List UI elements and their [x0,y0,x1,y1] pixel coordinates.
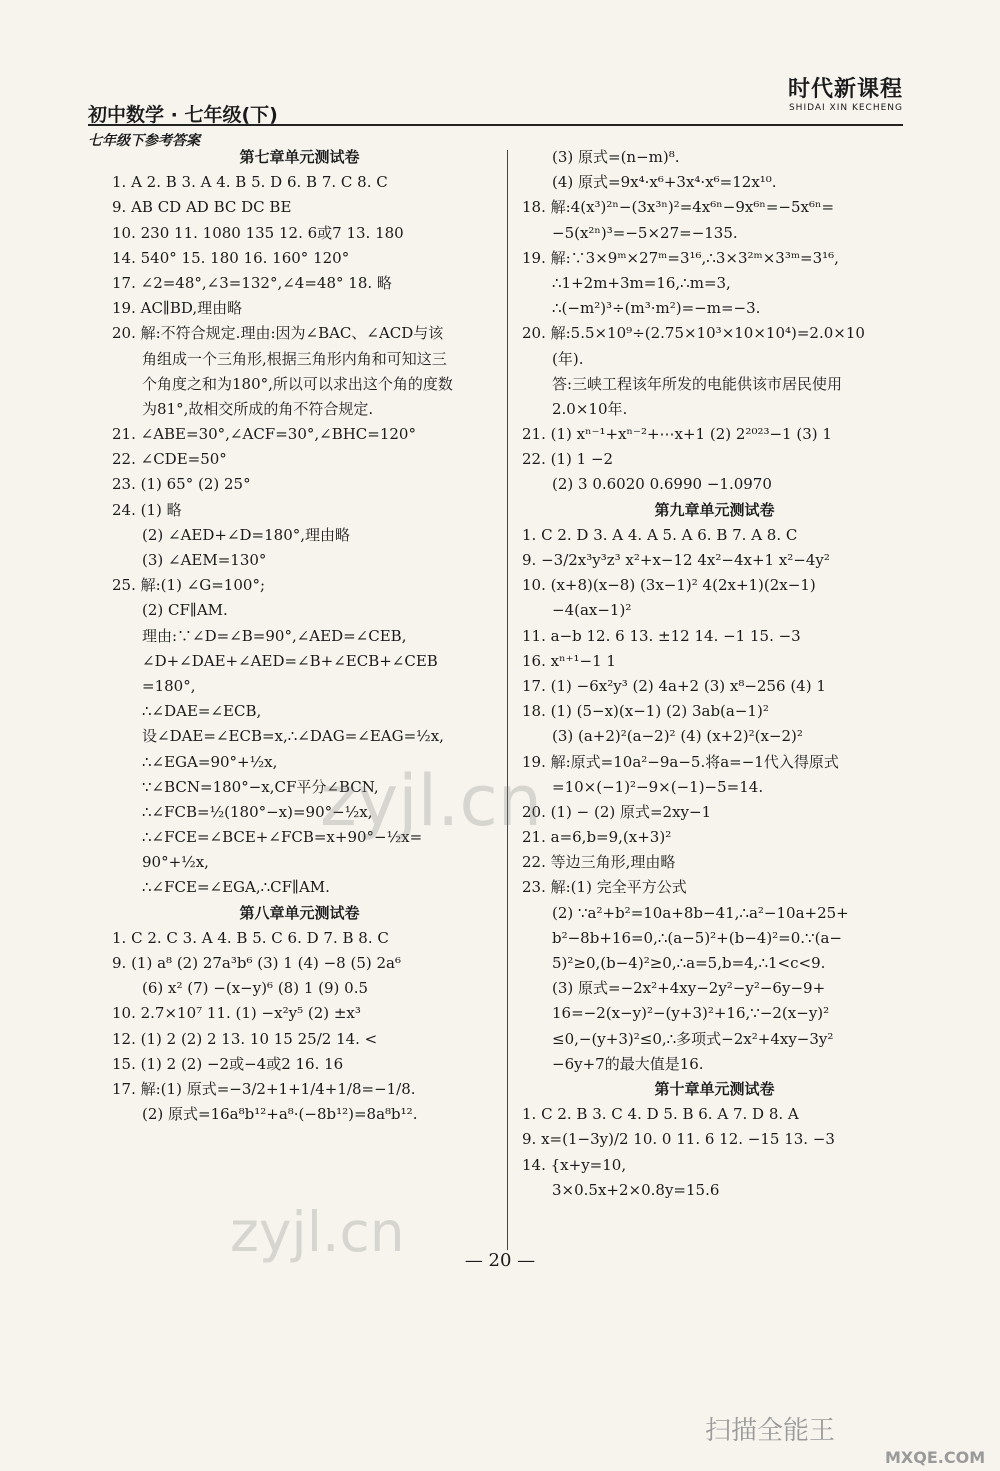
answer-line: 答:三峡工程该年所发的电能供该市居民使用 [552,374,843,393]
page-header [88,72,903,152]
answer-line: ∴(−m²)³÷(m³·m²)=−m=−3. [552,299,761,318]
answer-line: 1. C 2. C 3. A 4. B 5. C 6. D 7. B 8. C [112,928,389,947]
answer-line: 18. (1) (5−x)(x−1) (2) 3ab(a−1)² [522,702,769,721]
answer-line: 19. AC∥BD,理由略 [112,299,243,318]
answer-line: (2) 3 0.6020 0.6990 −1.0970 [552,475,772,494]
answer-line: (2) CF∥AM. [142,601,228,620]
answer-line: ∴∠DAE=∠ECB, [142,702,262,721]
column-divider [507,150,508,1250]
scanner-watermark: 扫描全能王 [705,1416,836,1446]
answer-line: 16=−2(x−y)²−(y+3)²+16,∵−2(x−y)² [552,1004,830,1023]
answer-line: −5(x²ⁿ)³=−5×27=−135. [552,223,738,242]
answer-line: 10. 230 11. 1080 135 12. 6或7 13. 180 [112,223,404,242]
answer-line: 15. (1) 2 (2) −2或−4或2 16. 16 [112,1054,344,1073]
answer-line: 21. a=6,b=9,(x+3)² [522,828,672,847]
answer-line: 3×0.5x+2×0.8y=15.6 [552,1180,720,1199]
answer-line: ∴∠FCB=½(180°−x)=90°−½x, [142,802,373,821]
answer-line: 23. (1) 65° (2) 25° [112,475,251,494]
answer-line: 20. (1) − (2) 原式=2xy−1 [522,802,712,821]
book-title: 初中数学 · 七年级(下) [88,104,278,126]
answer-line: 22. ∠CDE=50° [112,450,227,469]
answer-line: −6y+7的最大值是16. [552,1054,704,1073]
answer-line: 10. 2.7×10⁷ 11. (1) −x²y⁵ (2) ±x³ [112,1004,361,1023]
answer-line: (3) 原式=(n−m)⁸. [552,148,680,166]
answer-line: 19. 解:原式=10a²−9a−5.将a=−1代入得原式 [522,752,839,771]
answer-line: (3) (a+2)²(a−2)² (4) (x+2)²(x−2)² [552,727,803,746]
answer-line: 20. 解:5.5×10⁹÷(2.75×10³×10×10⁴)=2.0×10 [522,324,865,343]
answer-line: 17. (1) −6x²y³ (2) 4a+2 (3) x⁸−256 (4) 1 [522,676,826,695]
answer-line: =180°, [142,676,196,695]
answer-line: 23. 解:(1) 完全平方公式 [522,878,687,897]
watermark-low: zyjl.cn [230,1200,405,1264]
answer-line: 22. (1) 1 −2 [522,450,614,469]
answer-line: (2) ∵a²+b²=10a+8b−41,∴a²−10a+25+ [552,903,849,922]
answer-line: 设∠DAE=∠ECB=x,∴∠DAG=∠EAG=½x, [142,727,444,746]
answer-line: 22. 等边三角形,理由略 [522,853,676,872]
answer-line: 17. 解:(1) 原式=−3/2+1+1/4+1/8=−1/8. [112,1079,416,1098]
answer-line: 9. AB CD AD BC DC BE [112,198,292,217]
answer-line: (年). [552,349,584,368]
answer-line: 9. x=(1−3y)/2 10. 0 11. 6 12. −15 13. −3 [522,1130,835,1149]
answer-line: (6) x² (7) −(x−y)⁶ (8) 1 (9) 0.5 [142,979,369,998]
answer-line: 1. C 2. D 3. A 4. A 5. A 6. B 7. A 8. C [522,525,798,544]
answer-line: ∴∠FCE=∠EGA,∴CF∥AM. [142,878,330,897]
answer-line: 9. −3/2x³y³z³ x²+x−12 4x²−4x+1 x²−4y² [522,551,830,569]
answer-line: 1. A 2. B 3. A 4. B 5. D 6. B 7. C 8. C [112,173,388,192]
answer-line: 为81°,故相交所成的角不符合规定. [142,399,374,418]
answer-line: b²−8b+16=0,∴(a−5)²+(b−4)²=0.∵(a− [552,928,842,947]
answer-line: (2) ∠AED+∠D=180°,理由略 [142,525,351,544]
answer-line: 90°+½x, [142,853,209,872]
left-column [112,145,487,1127]
brand-pinyin: SHIDAI XIN KECHENG [788,103,903,113]
answer-line: 21. (1) xⁿ⁻¹+xⁿ⁻²+⋯x+1 (2) 2²⁰²³−1 (3) 1 [522,425,832,444]
section-heading: 第八章单元测试卷 [239,903,360,922]
section-heading: 第十章单元测试卷 [654,1079,775,1098]
answer-line: 12. (1) 2 (2) 2 13. 10 15 25/2 14. < [112,1029,378,1048]
answer-line: 20. 解:不符合规定.理由:因为∠BAC、∠ACD与该 [112,324,444,343]
watermark-mid: zyjl.cn [320,760,543,842]
answer-line: =10×(−1)²−9×(−1)−5=14. [552,777,764,796]
answer-line: 14. 540° 15. 180 16. 160° 120° [112,248,350,267]
answer-line: ∴∠EGA=90°+½x, [142,752,278,771]
answer-line: 25. 解:(1) ∠G=100°; [112,576,265,595]
answer-line: 24. (1) 略 [112,500,182,519]
answer-line: 个角度之和为180°,所以可以求出这个角的度数 [142,374,453,393]
answer-line: 14. {x+y=10, [522,1155,627,1174]
answer-line: ∴1+2m+3m=16,∴m=3, [552,273,731,292]
answer-line: 21. ∠ABE=30°,∠ACF=30°,∠BHC=120° [112,425,416,444]
answer-line: (3) ∠AEM=130° [142,551,267,569]
answer-line: 2.0×10年. [552,399,628,418]
answer-line: (3) 原式=−2x²+4xy−2y²−y²−6y−9+ [552,979,826,998]
answer-line: 17. ∠2=48°,∠3=132°,∠4=48° 18. 略 [112,273,392,292]
answer-line: (2) 原式=16a⁸b¹²+a⁸·(−8b¹²)=8a⁸b¹². [142,1105,418,1124]
answer-line: 1. C 2. B 3. C 4. D 5. B 6. A 7. D 8. A [522,1105,799,1124]
answer-line: 19. 解:∵3×9ᵐ×27ᵐ=3¹⁶,∴3×3²ᵐ×3³ᵐ=3¹⁶, [522,248,839,267]
answer-line: 理由:∵∠D=∠B=90°,∠AED=∠CEB, [142,626,407,645]
answer-line: 16. xⁿ⁺¹−1 1 [522,651,616,670]
answer-line: ∠D+∠DAE+∠AED=∠B+∠ECB+∠CEB [142,651,438,670]
section-heading: 第七章单元测试卷 [239,148,360,166]
answer-line: 11. a−b 12. 6 13. ±12 14. −1 15. −3 [522,626,801,645]
right-column [522,145,907,1203]
answer-key-subtitle: 七年级下参考答案 [88,133,200,149]
brand [788,72,903,113]
answer-line: 5)²≥0,(b−4)²≥0,∴a=5,b=4,∴1<c<9. [552,954,826,972]
section-heading: 第九章单元测试卷 [654,500,775,519]
answer-line: (4) 原式=9x⁴·x⁶+3x⁴·x⁶=12x¹⁰. [552,173,777,192]
answer-line: −4(ax−1)² [552,601,632,620]
answer-line: 10. (x+8)(x−8) (3x−1)² 4(2x+1)(2x−1) [522,576,816,595]
site-watermark: MXQE.COM [885,1448,986,1467]
header-rule [88,124,903,126]
page-number: — 20 — [464,1250,536,1271]
brand-name: 时代新课程 [787,77,903,102]
answer-line: ≤0,−(y+3)²≤0,∴多项式−2x²+4xy−3y² [552,1029,834,1048]
answer-line: 角组成一个三角形,根据三角形内角和可知这三 [142,349,447,368]
answer-line: ∴∠FCE=∠BCE+∠FCB=x+90°−½x= [142,828,423,847]
answer-line: 18. 解:4(x³)²ⁿ−(3x³ⁿ)²=4x⁶ⁿ−9x⁶ⁿ=−5x⁶ⁿ= [522,198,835,217]
answer-line: ∵∠BCN=180°−x,CF平分∠BCN, [142,777,379,796]
answer-line: 9. (1) a⁸ (2) 27a³b⁶ (3) 1 (4) −8 (5) 2a⁶ [112,954,401,972]
